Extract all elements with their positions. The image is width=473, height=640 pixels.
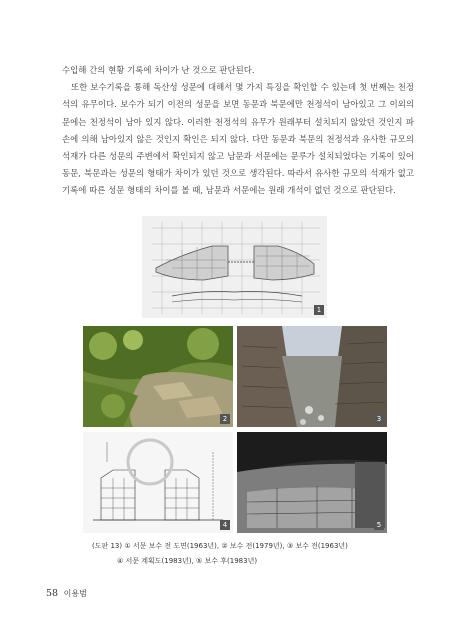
- figure-1-gate-drawing: [142, 216, 327, 318]
- gate-elevation-drawing: [83, 432, 233, 533]
- author-name: 이용범: [63, 589, 87, 598]
- gate-passage-photo: [237, 326, 387, 427]
- figure-caption: [92, 539, 348, 569]
- paragraph-2: 또한 보수기록을 통해 독산성 성문에 대해서 몇 가지 특징을 확인할 수 있는데 첫 번째는 천정석의 유무이다. 보수가 되기 이전의 성문을 보면 동문과 북문에만 천정석이 남아있고 그 이외의 문에는 천정석이 남아 있지 않다. 이러한 천정석의 유무가 원래부터 설치되지 않았던 것인지 파손에 의해 남아있지 않은 것인지 확인은 되지 않다. 다만 동문과 북문의 천정석과 유사한 규모의 석재가 다른 성문의 주변에서 확인되지 않고 남문과 서문에는 문루가 설치되었다는 기록이 있어 동문, 북문과는 성문의 형태가 차이가 있던 것으로 생각된다. 따라서 유사한 규모의 석재가 없고 기록에 따른 성문 형태의 차이를 볼 때, 남문과 서문에는 원래 개석이 없던 것으로 판단된다.: [62, 82, 414, 196]
- figure-number-5: 5: [374, 520, 384, 530]
- page-number: 58: [46, 588, 59, 599]
- figure-number-2: 2: [220, 414, 230, 424]
- body-text: [62, 62, 414, 200]
- page-footer: [46, 588, 87, 599]
- caption-line-1: (도판 13) ① 서문 보수 전 도면(1963년), ② 보수 전(1979년), ③ 보수 전(1963년): [92, 542, 348, 550]
- figure-3-photo-before-repair-1963: [237, 326, 387, 427]
- gate-survey-drawing: [142, 216, 327, 318]
- paragraph-1: 수입해 간의 현황 기록에 차이가 난 것으로 판단된다.: [62, 65, 255, 75]
- figure-4-west-gate-plan-1983: [83, 432, 233, 533]
- overgrown-wall-photo: [83, 326, 233, 427]
- figure-5-photo-after-repair-1983: [237, 432, 387, 533]
- figure-number-3: 3: [374, 414, 384, 424]
- figure-number-1: 1: [314, 305, 324, 315]
- figure-2-photo-before-repair-1979: [83, 326, 233, 427]
- repaired-wall-photo: [237, 432, 387, 533]
- caption-line-2: ④ 서문 계획도(1983년), ⑤ 보수 후(1983년): [117, 557, 258, 565]
- figure-number-4: 4: [220, 520, 230, 530]
